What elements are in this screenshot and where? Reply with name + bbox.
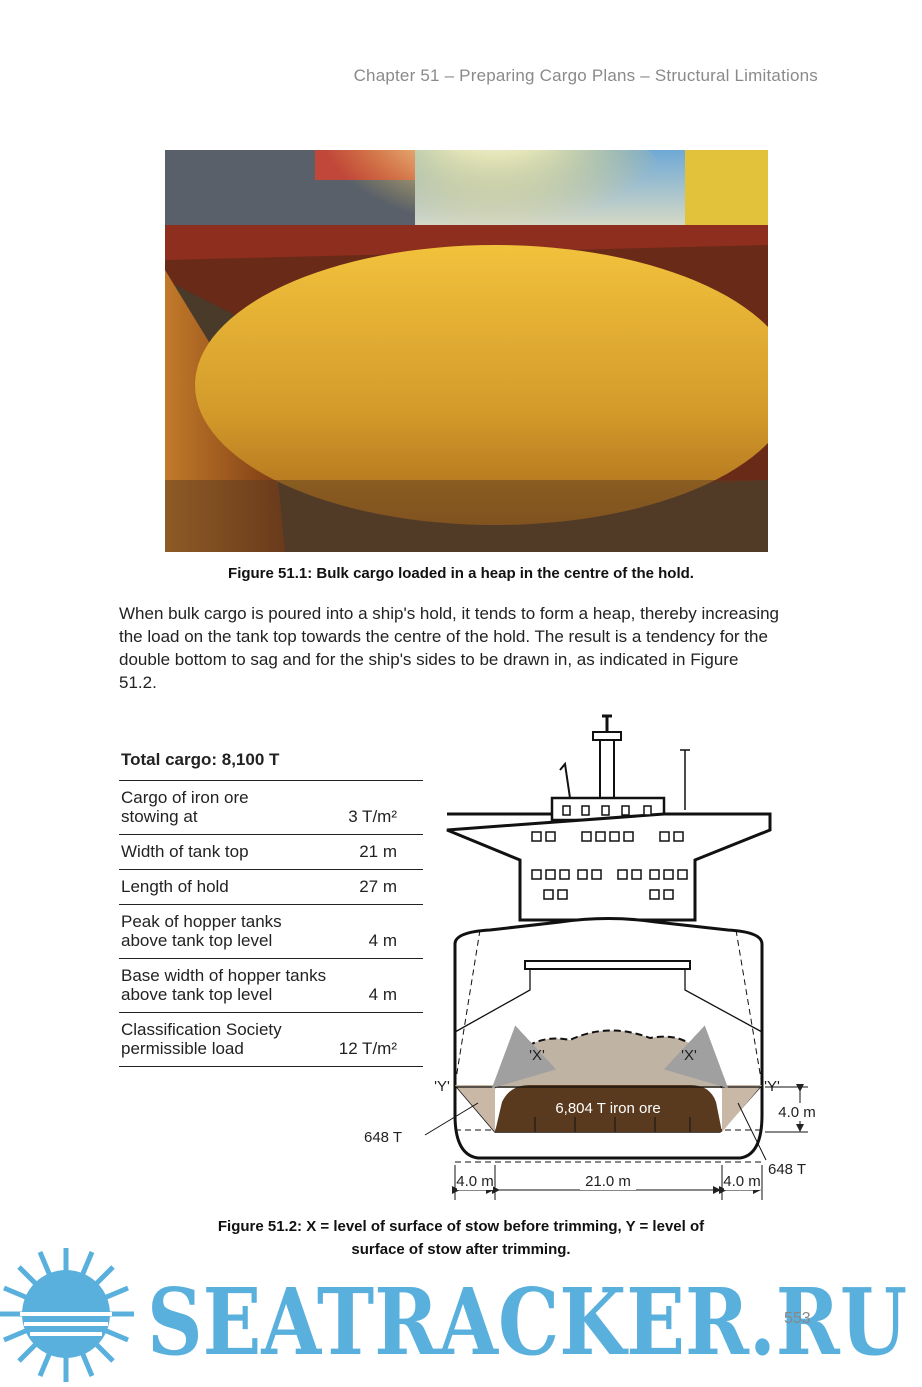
dim-left-label: 4.0 m [456,1173,494,1190]
dim-right-label: 4.0 m [723,1173,761,1190]
row-label: Base width of hopper tanks [121,966,327,985]
row-label: Length of hold [121,877,229,896]
ore-label: 6,804 T iron ore [555,1100,661,1117]
row-label-2: permissible load [121,1039,244,1058]
sun-logo [0,1248,134,1382]
row-value: 4 m [368,931,397,950]
row-label-2: stowing at [121,807,198,826]
row-label-2: above tank top level [121,985,273,1004]
paragraph-text: When bulk cargo is poured into a ship's hold, it tends to form a heap, thereby increasing the load on the tank top towards the centre of the hold. The result is a tendency for the double bottom to sag and for the ship's sides to be drawn in, as indicated in Figure 51.2. [119,604,780,692]
watermark-text: SEATRACKER.RU [147,1268,907,1376]
figure-51-2-caption-line-2: surface of stow after trimming. [351,1241,571,1258]
bulk-cargo-photo [165,150,768,552]
figure-51-2-caption-line-1: Figure 51.2: X = level of surface of stow before trimming, Y = level of [217,1218,705,1235]
label-x-left: 'X' [529,1047,545,1064]
table-title: Total cargo: 8,100 T [119,745,423,781]
row-label-2: above tank top level [121,931,273,950]
body-paragraph [119,602,779,694]
superstructure [447,716,770,920]
label-y-left: 'Y' [434,1078,450,1095]
label-x-right: 'X' [681,1047,697,1064]
row-value: 3 T/m² [348,807,397,826]
running-header: Chapter 51 – Preparing Cargo Plans – Structural Limitations [353,66,818,85]
figure-51-1-caption: Figure 51.1: Bulk cargo loaded in a heap in the centre of the hold. [228,565,694,582]
row-value: 21 m [359,842,397,861]
page-number: 553 [784,1310,811,1327]
label-y-right: 'Y' [764,1078,780,1095]
row-label: Width of tank top [121,842,249,861]
ship-cross-section-diagram [360,710,830,1210]
row-label: Classification Society [121,1020,282,1039]
hopper-left-label: 648 T [364,1129,403,1146]
row-value: 27 m [359,877,397,896]
hopper-right-label: 648 T [768,1161,807,1178]
row-value: 12 T/m² [338,1039,397,1058]
row-label: Peak of hopper tanks [121,912,282,931]
row-value: 4 m [368,985,397,1004]
dim-centre-label: 21.0 m [585,1173,631,1190]
dim-height-label: 4.0 m [778,1104,816,1121]
row-label: Cargo of iron ore [121,788,249,807]
